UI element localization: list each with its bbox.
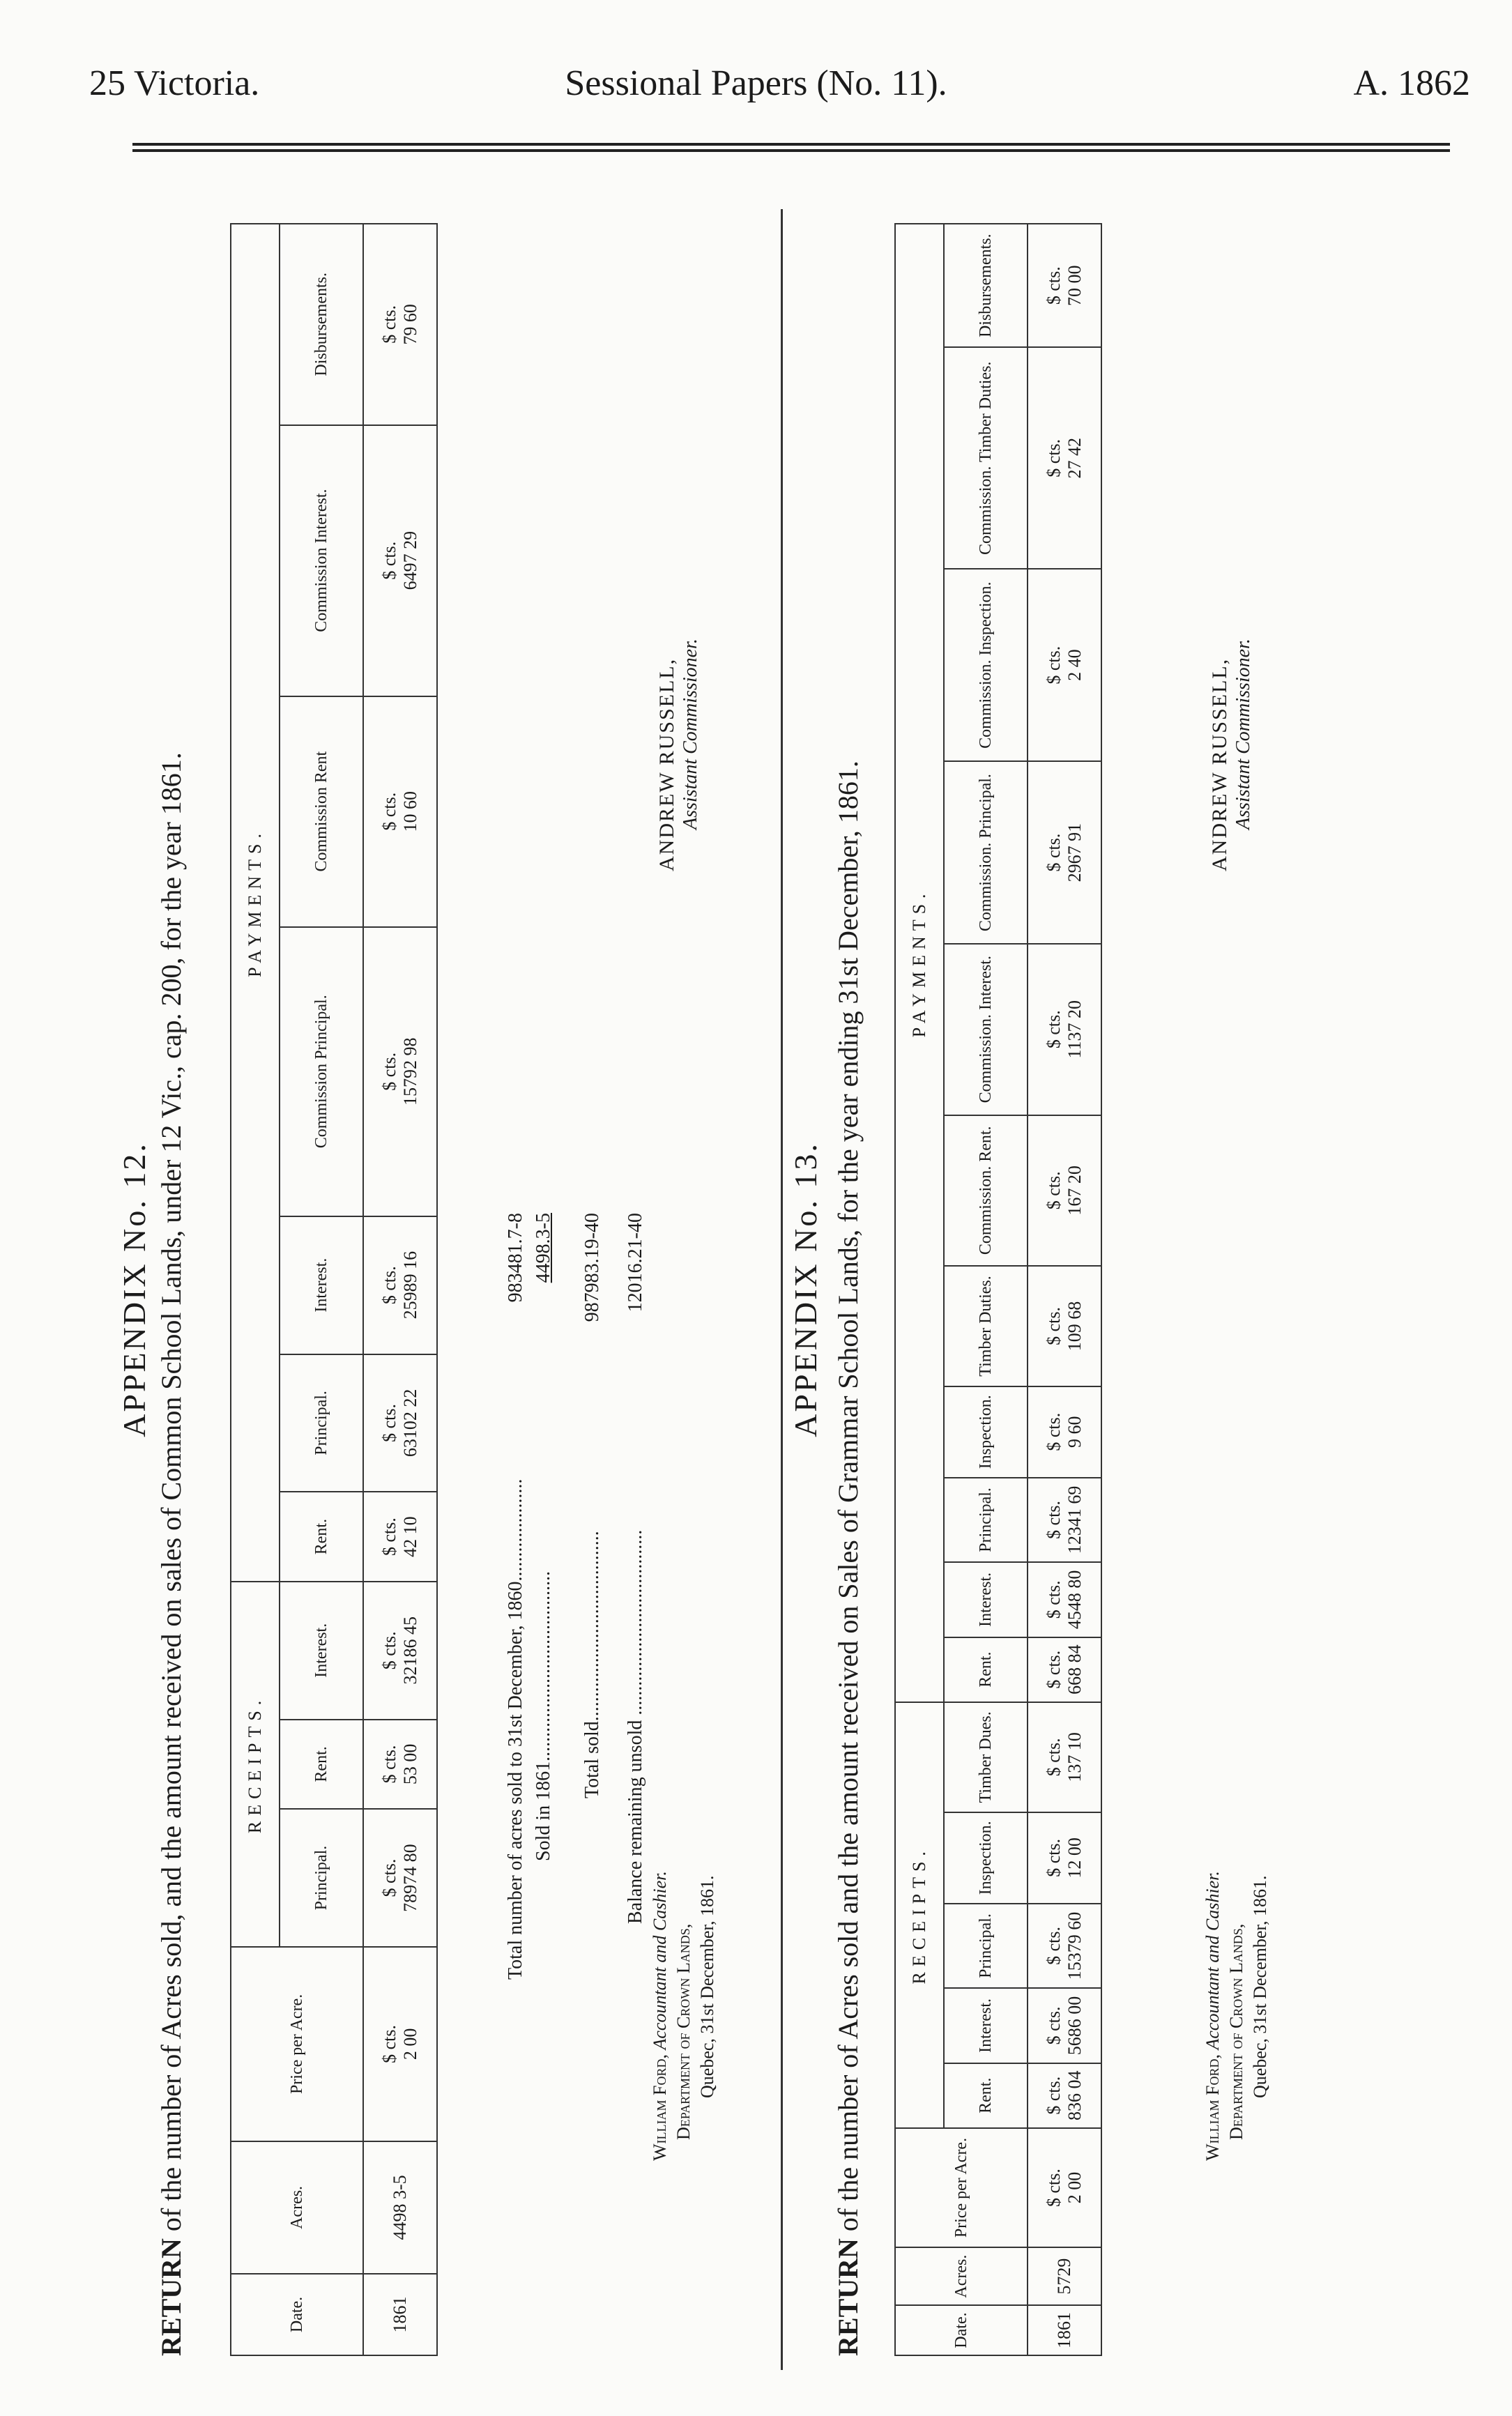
- appendix-13-return-bold: RETURN: [832, 2238, 864, 2356]
- cell-date: 1861: [363, 2274, 437, 2355]
- appendix-12-title: APPENDIX No. 12.: [116, 1142, 152, 1437]
- cell-payments-interest: $ cts. 4548 80: [1028, 1562, 1101, 1637]
- col-payments-principal: Principal.: [280, 1354, 363, 1492]
- appendix-13-return-text: of the number of Acres sold and the amount received on Sales of Grammar School Lands, for the year ending 31st December, 1861.: [832, 760, 864, 2232]
- col-commission-interest: Commission Interest.: [280, 425, 363, 696]
- col-payments-timber-duties: Timber Duties.: [944, 1266, 1028, 1386]
- rotated-page-body: [112, 209, 1450, 2370]
- col-commission-timber-duties: Commission. Timber Duties.: [944, 347, 1028, 569]
- receipts-header: RECEIPTS.: [231, 1582, 280, 1947]
- cell-price: $ cts. 2 00: [1028, 2128, 1101, 2247]
- table-row: [363, 224, 437, 2355]
- signer-department: Department of Crown Lands,: [673, 1923, 694, 2140]
- cell-commission-timber-duties: $ cts. 27 42: [1028, 347, 1101, 569]
- col-receipts-principal: Principal.: [280, 1809, 363, 1947]
- appendix-13-return: [832, 223, 865, 2356]
- col-disbursements: Disbursements.: [280, 224, 363, 425]
- cell-commission-rent: $ cts. 167 20: [1028, 1115, 1101, 1267]
- payments-header: PAYMENTS.: [231, 224, 280, 1582]
- header-center: Sessional Papers (No. 11).: [565, 63, 947, 103]
- cell-receipts-rent: $ cts. 53 00: [363, 1720, 437, 1810]
- total-line-3-label: Total sold.......................................: [581, 1531, 603, 1798]
- commissioner-title: Assistant Commissioner.: [680, 639, 701, 829]
- cell-disbursements: $ cts. 79 60: [363, 224, 437, 425]
- col-date: Date.: [231, 2274, 363, 2355]
- col-payments-principal: Principal.: [944, 1478, 1028, 1563]
- cell-receipts-interest: $ cts. 32186 45: [363, 1582, 437, 1720]
- commissioner-title: Assistant Commissioner.: [1232, 639, 1254, 829]
- cell-commission-rent: $ cts. 10 60: [363, 696, 437, 927]
- appendix-13-title: APPENDIX No. 13.: [788, 1142, 823, 1437]
- col-payments-inspection: Inspection.: [944, 1386, 1028, 1478]
- cell-disbursements: $ cts. 70 00: [1028, 224, 1101, 347]
- signer-name: William Ford,: [1202, 2054, 1223, 2161]
- col-payments-rent: Rent.: [280, 1492, 363, 1582]
- appendix-13-signature-left: [1201, 1871, 1272, 2161]
- col-receipts-principal: Principal.: [944, 1904, 1028, 1989]
- total-line-4-label: Balance remaining unsold ......................................: [625, 1529, 646, 1924]
- signer-title: Accountant and Cashier.: [1202, 1871, 1223, 2050]
- cell-price: $ cts. 2 00: [363, 1947, 437, 2141]
- appendix-13-signature-right: [1208, 639, 1255, 871]
- cell-acres: 5729: [1028, 2247, 1101, 2305]
- header-right: A. 1862: [1353, 63, 1470, 103]
- signer-place-date: Quebec, 31st December, 1861.: [697, 1875, 717, 2098]
- col-acres: Acres.: [895, 2247, 1028, 2305]
- total-line-2-value: 4498.3-5: [533, 1213, 554, 1283]
- appendix-12-return-text: of the number of Acres sold, and the amount received on sales of Common School Lands, under 12 Vic., cap. 200, for the year 1861.: [155, 752, 187, 2232]
- cell-receipts-inspection: $ cts. 12 00: [1028, 1812, 1101, 1904]
- col-payments-interest: Interest.: [280, 1216, 363, 1354]
- appendix-12-return: [155, 223, 188, 2356]
- cell-payments-principal: $ cts. 63102 22: [363, 1354, 437, 1492]
- payments-header: PAYMENTS.: [895, 224, 944, 1702]
- appendix-12-signature-right: [655, 639, 703, 871]
- col-commission-rent: Commission. Rent.: [944, 1115, 1028, 1267]
- col-receipts-rent: Rent.: [280, 1720, 363, 1810]
- col-payments-rent: Rent.: [944, 1637, 1028, 1702]
- total-line-1-value: 983481.7-8: [505, 1213, 526, 1303]
- total-line-2-label: Sold in 1861.......................................: [533, 1570, 554, 1861]
- header-left: 25 Victoria.: [89, 63, 260, 103]
- header-rule-top: [132, 143, 1450, 146]
- cell-commission-principal: $ cts. 2967 91: [1028, 761, 1101, 944]
- cell-payments-rent: $ cts. 668 84: [1028, 1637, 1101, 1702]
- cell-commission-interest: $ cts. 1137 20: [1028, 944, 1101, 1115]
- col-commission-inspection: Commission. Inspection.: [944, 569, 1028, 761]
- cell-payments-interest: $ cts. 25989 16: [363, 1216, 437, 1354]
- cell-commission-inspection: $ cts. 2 40: [1028, 569, 1101, 761]
- col-receipts-timber-dues: Timber Dues.: [944, 1702, 1028, 1812]
- header-rule-bottom: [132, 149, 1450, 152]
- col-price-per-acre: Price per Acre.: [231, 1947, 363, 2141]
- col-price-per-acre: Price per Acre.: [895, 2128, 1028, 2247]
- total-line-1-label: Total number of acres sold to 31st December, 1860.....................: [505, 1478, 526, 1980]
- signer-title: Accountant and Cashier.: [650, 1871, 670, 2050]
- col-receipts-rent: Rent.: [944, 2063, 1028, 2128]
- col-receipts-interest: Interest.: [280, 1582, 363, 1720]
- cell-payments-rent: $ cts. 42 10: [363, 1492, 437, 1582]
- col-commission-principal: Commission Principal.: [280, 927, 363, 1216]
- table-row: [1028, 224, 1101, 2355]
- col-commission-rent: Commission Rent: [280, 696, 363, 927]
- col-disbursements: Disbursements.: [944, 224, 1028, 347]
- total-line-3-value: 987983.19-40: [581, 1213, 603, 1322]
- cell-receipts-interest: $ cts. 5686 00: [1028, 1988, 1101, 2063]
- cell-receipts-timber-dues: $ cts. 137 10: [1028, 1702, 1101, 1812]
- signer-place-date: Quebec, 31st December, 1861.: [1250, 1875, 1270, 2098]
- commissioner-name: ANDREW RUSSELL,: [1208, 657, 1231, 871]
- cell-payments-principal: $ cts. 12341 69: [1028, 1478, 1101, 1563]
- col-commission-interest: Commission. Interest.: [944, 944, 1028, 1115]
- signer-name: William Ford,: [650, 2054, 670, 2161]
- appendix-12-table: [230, 223, 438, 2356]
- appendix-12: [112, 209, 781, 2370]
- cell-receipts-rent: $ cts. 836 04: [1028, 2063, 1101, 2128]
- cell-receipts-principal: $ cts. 78974 80: [363, 1809, 437, 1947]
- appendix-12-signature-left: [648, 1871, 719, 2161]
- col-commission-principal: Commission. Principal.: [944, 761, 1028, 944]
- col-receipts-inspection: Inspection.: [944, 1812, 1028, 1904]
- total-line-4-value: 12016.21-40: [625, 1213, 646, 1313]
- col-payments-interest: Interest.: [944, 1562, 1028, 1637]
- acreage-totals: [502, 1213, 650, 1980]
- cell-payments-timber-duties: $ cts. 109 68: [1028, 1266, 1101, 1386]
- col-acres: Acres.: [231, 2141, 363, 2274]
- commissioner-name: ANDREW RUSSELL,: [655, 657, 678, 871]
- cell-acres: 4498 3-5: [363, 2141, 437, 2274]
- cell-payments-inspection: $ cts. 9 60: [1028, 1386, 1101, 1478]
- receipts-header: RECEIPTS.: [895, 1702, 944, 2128]
- appendix-13: [781, 209, 1452, 2370]
- signer-department: Department of Crown Lands,: [1226, 1923, 1246, 2140]
- col-date: Date.: [895, 2305, 1028, 2355]
- cell-receipts-principal: $ cts. 15379 60: [1028, 1904, 1101, 1989]
- cell-commission-interest: $ cts. 6497 29: [363, 425, 437, 696]
- col-receipts-interest: Interest.: [944, 1988, 1028, 2063]
- appendix-13-table: [894, 223, 1102, 2356]
- cell-commission-principal: $ cts. 15792 98: [363, 927, 437, 1216]
- appendix-12-return-bold: RETURN: [155, 2238, 187, 2356]
- cell-date: 1861: [1028, 2305, 1101, 2355]
